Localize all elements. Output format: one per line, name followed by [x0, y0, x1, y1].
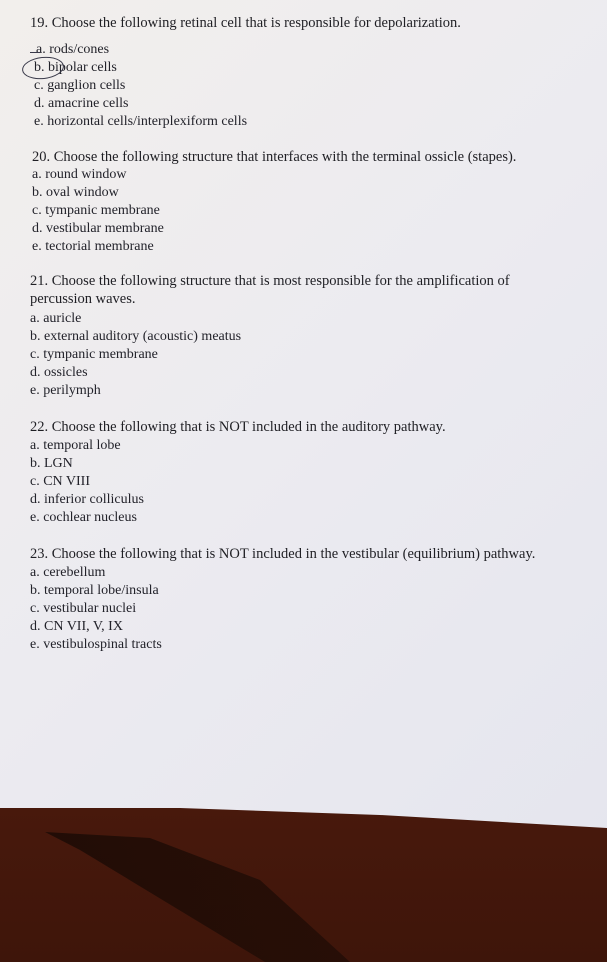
question-stem: 21. Choose the following structure that is most responsible for the amplification of — [30, 273, 510, 289]
option-b: b. bipolar cells — [34, 60, 117, 75]
question-stem-continued: percussion waves. — [30, 291, 136, 307]
option-a: a. cerebellum — [30, 565, 106, 580]
question-stem: 23. Choose the following that is NOT included in the vestibular (equilibrium) pathway. — [30, 546, 536, 562]
option-e: e. vestibulospinal tracts — [30, 637, 162, 652]
option-d: d. CN VII, V, IX — [30, 619, 123, 634]
option-c: c. CN VIII — [30, 474, 91, 489]
question-stem: 19. Choose the following retinal cell that is responsible for depolarization. — [30, 15, 461, 31]
option-e: e. tectorial membrane — [32, 239, 154, 254]
option-c: c. vestibular nuclei — [30, 601, 137, 616]
option-c: c. tympanic membrane — [32, 203, 160, 218]
option-d: d. amacrine cells — [34, 96, 129, 111]
question-stem: 22. Choose the following that is NOT included in the auditory pathway. — [30, 419, 446, 435]
option-c: c. tympanic membrane — [30, 347, 158, 362]
option-e: e. horizontal cells/interplexiform cells — [34, 114, 248, 129]
question-stem: 20. Choose the following structure that interfaces with the terminal ossicle (stapes). — [32, 149, 517, 165]
option-d: d. ossicles — [30, 365, 88, 380]
option-b: b. oval window — [32, 185, 119, 200]
option-a: a. auricle — [30, 311, 82, 326]
option-d: d. inferior colliculus — [30, 492, 144, 507]
option-a: a. temporal lobe — [30, 438, 121, 453]
option-b: b. temporal lobe/insula — [30, 583, 159, 598]
option-a: a. round window — [32, 167, 127, 182]
option-d: d. vestibular membrane — [32, 221, 164, 236]
option-b: b. LGN — [30, 456, 73, 471]
handwritten-strike-mark — [30, 52, 40, 53]
option-a: a. rods/cones — [36, 42, 110, 57]
option-b: b. external auditory (acoustic) meatus — [30, 329, 242, 344]
option-e: e. perilymph — [30, 383, 101, 398]
option-c: c. ganglion cells — [34, 78, 126, 93]
option-e: e. cochlear nucleus — [30, 510, 137, 525]
